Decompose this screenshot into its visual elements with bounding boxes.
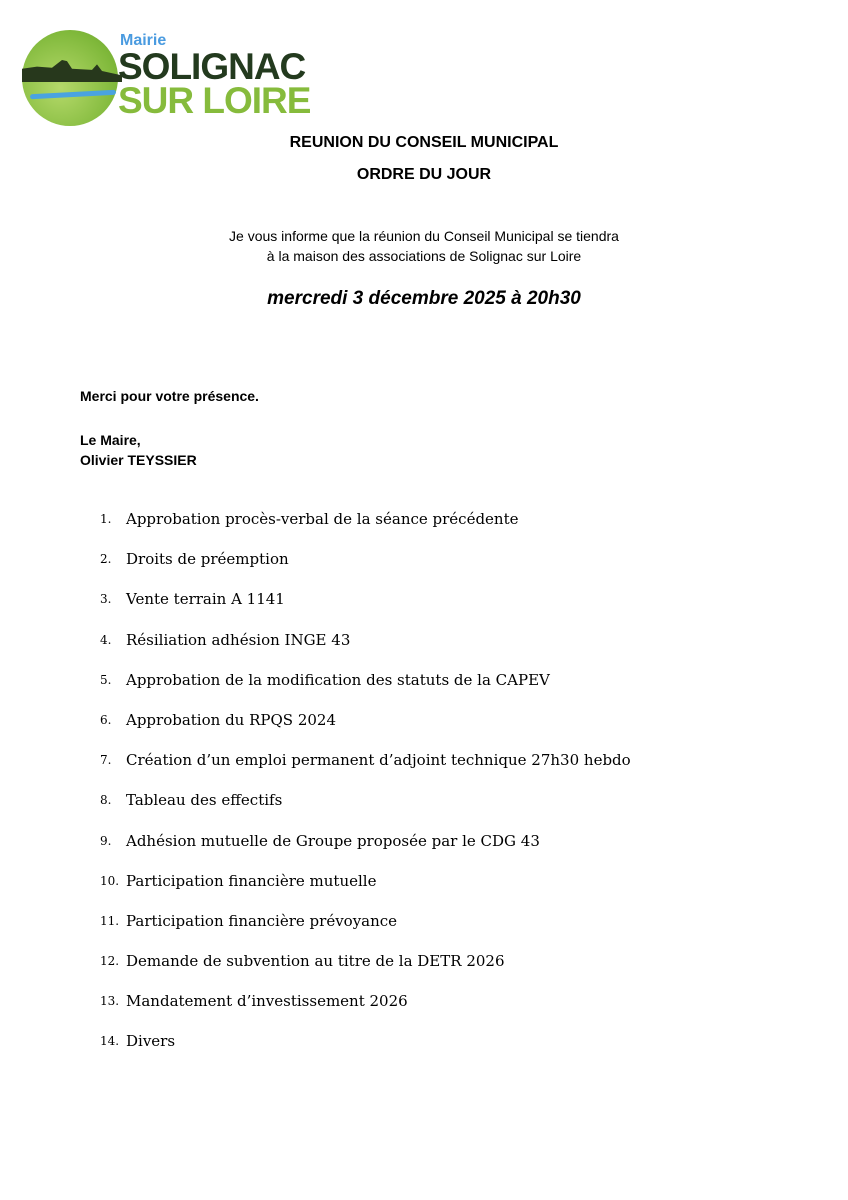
agenda-item	[100, 671, 631, 711]
agenda-text: Résiliation adhésion INGE 43	[126, 630, 351, 649]
agenda-text: Approbation procès-verbal de la séance précédente	[126, 510, 519, 528]
agenda-number: 8.	[100, 793, 112, 808]
agenda-number: 10.	[100, 873, 120, 888]
intro-line-1: Je vous informe que la réunion du Conseil Municipal se tiendra	[229, 228, 619, 244]
agenda-item	[100, 711, 631, 751]
agenda-number: 4.	[100, 632, 112, 647]
agenda-number: 5.	[100, 672, 112, 687]
agenda-text: Participation financière prévoyance	[126, 911, 398, 930]
agenda-text: Approbation du RPQS 2024	[126, 710, 336, 729]
thanks-text: Merci pour votre présence.	[80, 388, 259, 404]
agenda-item	[100, 751, 631, 791]
agenda-text: Droits de préemption	[126, 550, 289, 569]
agenda-item	[100, 550, 631, 590]
agenda-number: 2.	[100, 552, 112, 567]
castle-skyline-icon	[22, 60, 122, 82]
intro-line-2: à la maison des associations de Solignac sur Loire	[266, 248, 582, 264]
agenda-number: 14.	[100, 1034, 120, 1049]
logo-emblem	[22, 30, 118, 126]
signature-name: Olivier TEYSSIER	[80, 452, 197, 468]
title-1: REUNION DU CONSEIL MUNICIPAL	[289, 134, 559, 151]
agenda-number: 12.	[100, 954, 120, 969]
agenda-item	[100, 1032, 631, 1072]
agenda-number: 9.	[100, 833, 112, 848]
agenda-item	[100, 872, 631, 912]
agenda-item	[100, 590, 631, 630]
agenda-text: Adhésion mutuelle de Groupe proposée par le CDG 43	[126, 831, 540, 850]
agenda-item	[100, 952, 631, 992]
agenda-text: Tableau des effectifs	[126, 791, 283, 810]
agenda-item	[100, 992, 631, 1032]
signature-role: Le Maire,	[80, 432, 141, 448]
agenda-text: Divers	[126, 1032, 176, 1051]
agenda-item	[100, 912, 631, 952]
agenda-text: Mandatement d’investissement 2026	[126, 992, 408, 1011]
river-icon	[30, 90, 116, 99]
agenda-item	[100, 631, 631, 671]
agenda-text: Vente terrain A 1141	[126, 590, 285, 609]
logo-name-2: SUR LOIRE	[118, 80, 311, 121]
agenda-number: 11.	[100, 913, 120, 928]
title-2: ORDRE DU JOUR	[356, 166, 492, 183]
agenda-item	[100, 791, 631, 831]
mairie-logo	[20, 28, 320, 128]
agenda-number: 3.	[100, 592, 112, 607]
agenda-item	[100, 832, 631, 872]
agenda-text: Demande de subvention au titre de la DETR 2026	[126, 952, 505, 971]
agenda-text: Approbation de la modification des statuts de la CAPEV	[126, 670, 550, 689]
agenda-text: Participation financière mutuelle	[126, 871, 377, 890]
agenda-number: 6.	[100, 712, 112, 727]
logo-name-1: SOLIGNAC	[118, 46, 306, 87]
logo-mairie: Mairie	[120, 32, 167, 49]
agenda-text: Création d’un emploi permanent d’adjoint technique 27h30 hebdo	[126, 751, 631, 770]
agenda-number: 7.	[100, 753, 112, 768]
meeting-date: mercredi 3 décembre 2025 à 20h30	[267, 288, 581, 309]
agenda-item	[100, 510, 631, 550]
agenda-number: 13.	[100, 994, 120, 1009]
agenda-number: 1.	[100, 512, 112, 526]
agenda-list	[100, 510, 631, 1073]
